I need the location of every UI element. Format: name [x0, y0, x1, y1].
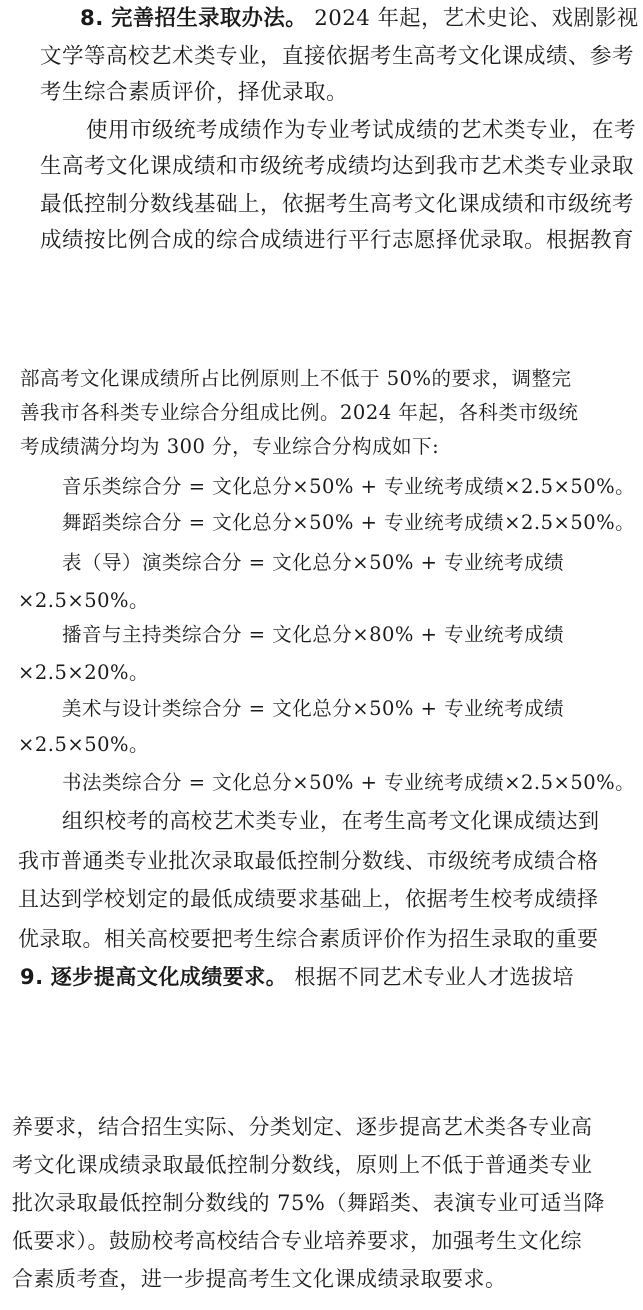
paragraph-line: 生高考文化课成绩和市级统考成绩均达到我市艺术类专业录取: [40, 154, 635, 179]
formula-line: ×2.5×20%。: [18, 661, 150, 684]
item-9-line: [20, 962, 574, 992]
formula-line: ×2.5×50%。: [18, 589, 150, 612]
item-9-heading: 逐步提高文化成绩要求。: [50, 965, 288, 989]
paragraph-line: 善我市各科类专业综合分组成比例。2024 年起，各科类市级统: [20, 401, 579, 424]
paragraph-line: 低要求）。鼓励校考高校结合专业培养要求，加强考生文化综: [12, 1229, 582, 1253]
paragraph-line: 合素质考查，进一步提高考生文化课成绩录取要求。: [12, 1267, 507, 1291]
formula-line: 舞蹈类综合分 = 文化总分×50% + 专业统考成绩×2.5×50%。: [62, 511, 636, 534]
paragraph-line: 组织校考的高校艺术类专业，在考生高考文化课成绩达到: [62, 809, 600, 833]
paragraph-line: 养要求，结合招生实际、分类划定、逐步提高艺术类各专业高: [12, 1115, 593, 1139]
item-9-number: 9.: [20, 965, 44, 989]
paragraph-line: 优录取。相关高校要把考生综合素质评价作为招生录取的重要: [18, 927, 599, 951]
paragraph-line: 根据不同艺术专业人才选拔培: [294, 965, 574, 989]
paragraph-line: 考文化课成绩录取最低控制分数线，原则上不低于普通类专业: [12, 1153, 593, 1177]
paragraph-line: 2024 年起，艺术史论、戏剧影视: [314, 6, 639, 31]
paragraph-line: 批次录取最低控制分数线的 75%（舞蹈类、表演专业可适当降: [12, 1191, 605, 1215]
formula-line: 美术与设计类综合分 = 文化总分×50% + 专业统考成绩: [62, 697, 565, 720]
formula-line: 音乐类综合分 = 文化总分×50% + 专业统考成绩×2.5×50%。: [62, 475, 636, 498]
formula-line: ×2.5×50%。: [18, 733, 150, 756]
paragraph-line: 且达到学校划定的最低成绩要求基础上，依据考生校考成绩择: [18, 887, 599, 911]
paragraph-line: 成绩按比例合成的综合成绩进行平行志愿择优录取。根据教育: [40, 228, 635, 253]
paragraph-line: 文学等高校艺术类专业，直接依据考生高考文化课成绩、参考: [40, 44, 635, 69]
paragraph-line: 使用市级统考成绩作为专业考试成绩的艺术类专业，在考: [86, 118, 637, 143]
item-8-line: [80, 4, 639, 34]
formula-line: 表（导）演类综合分 = 文化总分×50% + 专业统考成绩: [62, 551, 565, 574]
paragraph-line: 最低控制分数线基础上，依据考生高考文化课成绩和市级统考: [40, 192, 635, 217]
item-8-heading: 完善招生录取办法。: [111, 6, 307, 31]
paragraph-line: 考成绩满分均为 300 分，专业综合分构成如下:: [20, 435, 440, 458]
paragraph-line: 部高考文化课成绩所占比例原则上不低于 50%的要求，调整完: [20, 367, 572, 390]
paragraph-line: 我市普通类专业批次录取最低控制分数线、市级统考成绩合格: [18, 849, 599, 873]
paragraph-line: 考生综合素质评价，择优录取。: [40, 80, 349, 105]
formula-line: 书法类综合分 = 文化总分×50% + 专业统考成绩×2.5×50%。: [62, 771, 636, 794]
formula-line: 播音与主持类综合分 = 文化总分×80% + 专业统考成绩: [62, 623, 565, 646]
item-8-number: 8.: [80, 6, 104, 31]
